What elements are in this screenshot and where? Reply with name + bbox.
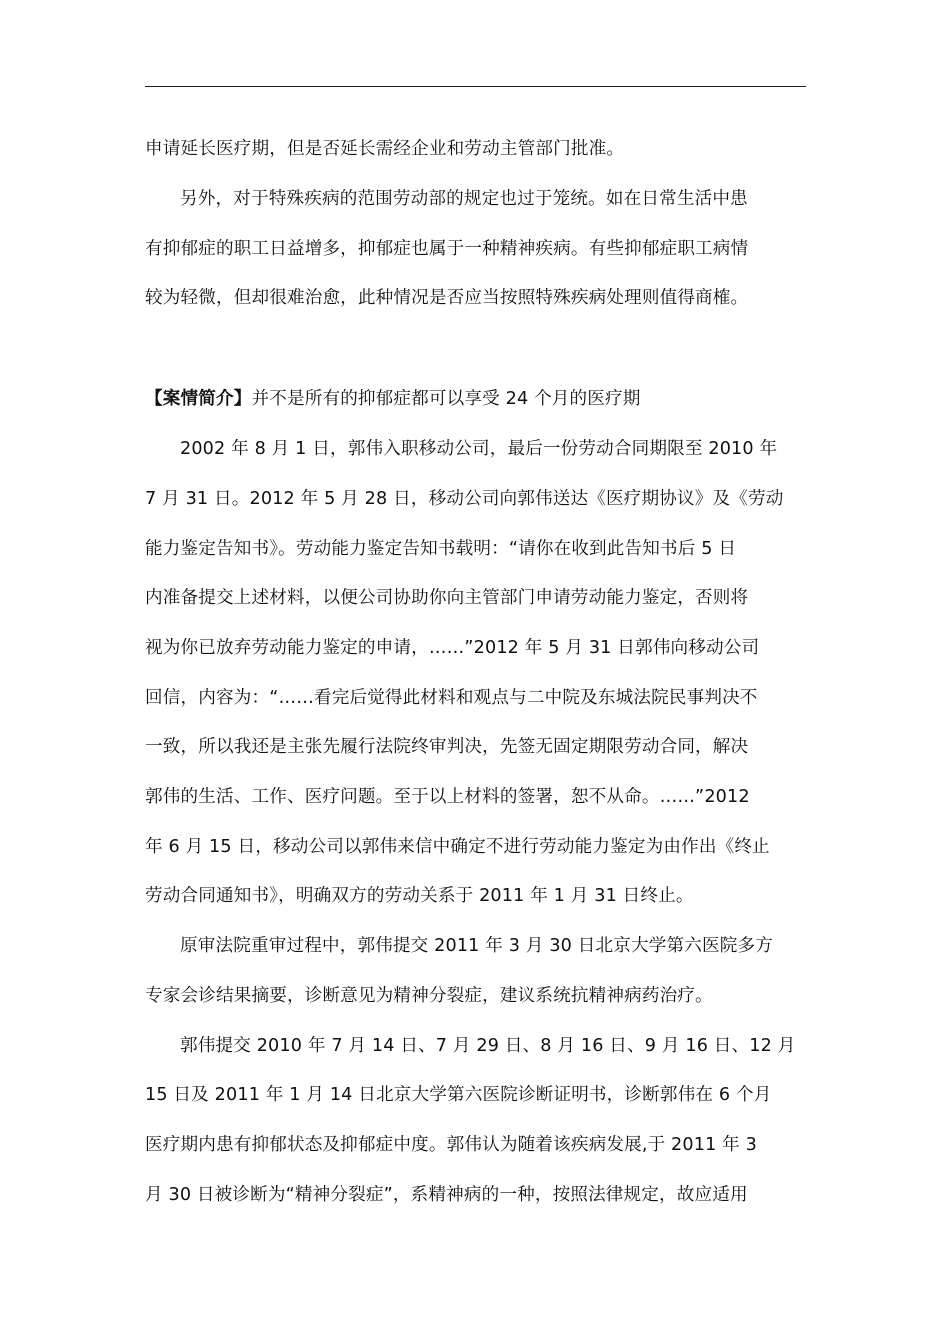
paragraph-line: 月 30 日被诊断为“精神分裂症”，系精神病的一种，按照法律规定，故应适用 [145,1185,748,1205]
paragraph-line: 另外，对于特殊疾病的范围劳动部的规定也过于笼统。如在日常生活中患 [180,189,748,209]
section-heading-label: 【案情简介】 [145,389,252,409]
paragraph-line: 内准备提交上述材料，以便公司协助你向主管部门申请劳动能力鉴定，否则将 [145,588,749,608]
paragraph-line: 视为你已放弃劳动能力鉴定的申请，……”2012 年 5 月 31 日郭伟向移动公司 [145,638,760,658]
paragraph-line: 回信，内容为：“……看完后觉得此材料和观点与二中院及东城法院民事判决不 [145,688,758,708]
paragraph-line: 原审法院重审过程中，郭伟提交 2011 年 3 月 30 日北京大学第六医院多方 [180,936,773,956]
paragraph-line: 较为轻微，但却很难治愈，此种情况是否应当按照特殊疾病处理则值得商榷。 [145,288,749,308]
paragraph-line: 年 6 月 15 日，移动公司以郭伟来信中确定不进行劳动能力鉴定为由作出《终止 [145,837,770,857]
paragraph-line: 有抑郁症的职工日益增多，抑郁症也属于一种精神疾病。有些抑郁症职工病情 [145,239,749,259]
paragraph-line: 专家会诊结果摘要，诊断意见为精神分裂症，建议系统抗精神病药治疗。 [145,986,713,1006]
paragraph-line: 医疗期内患有抑郁状态及抑郁症中度。郭伟认为随着该疾病发展,于 2011 年 3 [145,1135,758,1155]
paragraph-line: 7 月 31 日。2012 年 5 月 28 日，移动公司向郭伟送达《医疗期协议》及《劳动 [145,489,784,509]
paragraph-line: 能力鉴定告知书》。劳动能力鉴定告知书载明：“请你在收到此告知书后 5 日 [145,539,737,559]
paragraph-line: 郭伟提交 2010 年 7 月 14 日、7 月 29 日、8 月 16 日、9 月 16 日、12 月 [180,1036,796,1056]
paragraph-line: 2002 年 8 月 1 日，郭伟入职移动公司，最后一份劳动合同期限至 2010 年 [180,439,778,459]
header-rule [145,86,806,87]
paragraph-line: 劳动合同通知书》，明确双方的劳动关系于 2011 年 1 月 31 日终止。 [145,886,694,906]
paragraph-line: 15 日及 2011 年 1 月 14 日北京大学第六医院诊断证明书，诊断郭伟在 6 个月 [145,1085,772,1105]
section-heading-text: 并不是所有的抑郁症都可以享受 24 个月的医疗期 [251,389,641,409]
paragraph-line: 申请延长医疗期，但是否延长需经企业和劳动主管部门批准。 [145,139,625,159]
section-heading [145,386,813,412]
paragraph-line: 郭伟的生活、工作、医疗问题。至于以上材料的签署，恕不从命。……”2012 [145,787,750,807]
paragraph-line: 一致，所以我还是主张先履行法院终审判决，先签无固定期限劳动合同，解决 [145,737,749,757]
